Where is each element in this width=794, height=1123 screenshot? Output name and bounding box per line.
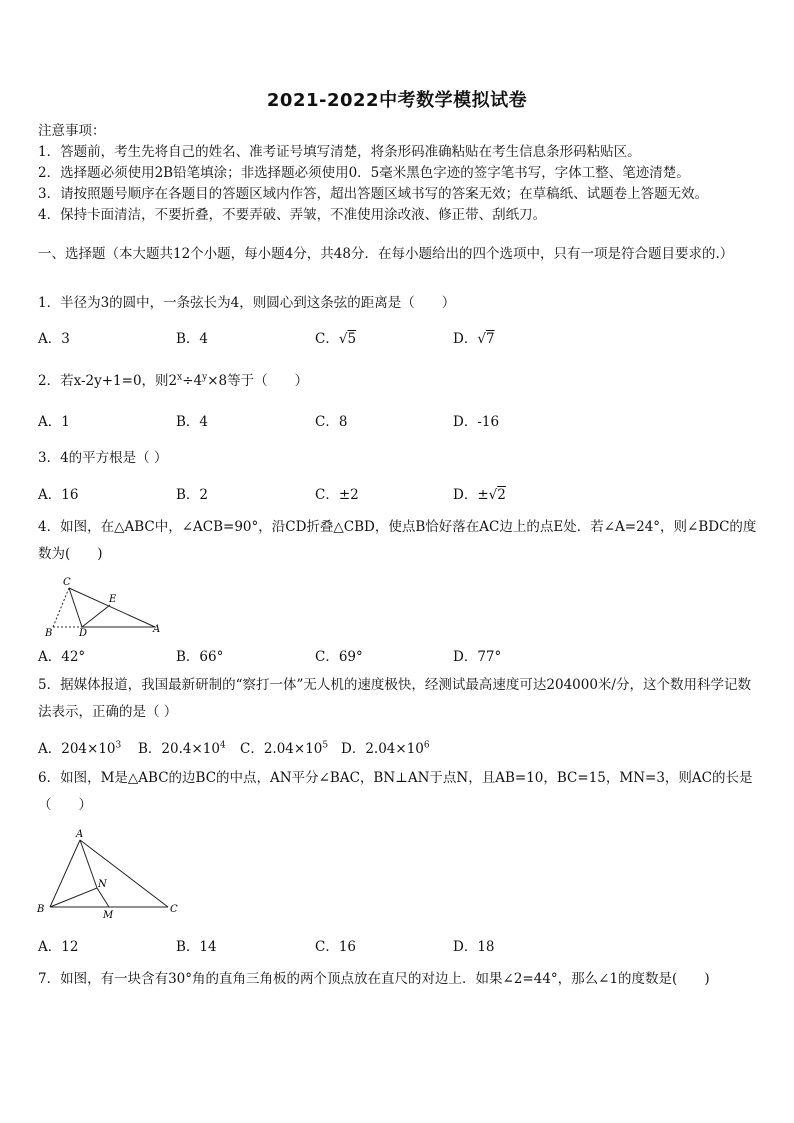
sqrt-symbol: √5 [338,331,357,347]
option-b: B．4 [176,331,209,347]
segment-ac [80,840,168,907]
notice-item: 1．答题前，考生先将自己的姓名、准考证号填写清楚，将条形码准确粘贴在考生信息条形码粘贴区。 [38,144,641,160]
option-a: A．12 [38,939,79,955]
option-a [38,737,121,757]
segment-cb [53,588,69,627]
notice-item: 2．选择题必须使用2B铅笔填涂；非选择题必须使用0．5毫米黑色字迹的签字笔书写，字体工整、笔迹清楚。 [38,165,690,181]
option-d: D．-16 [453,414,500,430]
option-d [453,327,495,347]
exponent: x [177,372,183,383]
option-d: D．77° [453,649,502,665]
stem-text: ×8等于（ ） [207,373,309,389]
option-b [138,737,226,757]
exponent: y [202,372,208,383]
option-prefix: D．± [453,487,489,503]
option-d: D．18 [453,939,495,955]
option-b: B．4 [176,414,209,430]
question-3-stem: 3．4的平方根是（ ） [38,450,168,466]
label-m: M [103,910,114,920]
question-4-options [38,645,758,665]
question-7-stem: 7．如图，有一块含有30°角的直角三角板的两个顶点放在直尺的对边上．如果∠2=44°，那么∠1的度数是( ) [38,971,710,987]
question-3-options [38,483,758,503]
option-text: D．2.04×10 [341,741,424,757]
label-a: A [153,624,161,635]
notice-item: 3．请按照题号顺序在各题目的答题区域内作答，超出答题区域书写的答案无效；在草稿纸、试题卷上答题无效。 [38,186,709,202]
label-c: C [170,904,178,915]
option-b: B．2 [176,487,209,503]
option-c: C．16 [315,939,357,955]
option-c: C．69° [315,649,363,665]
notice-heading: 注意事项： [38,123,106,139]
label-b: B [45,628,53,638]
section-heading: 一、选择题（本大题共12个小题，每小题4分，共48分．在每小题给出的四个选项中，只有一项是符合题目要求的.） [38,246,734,262]
notice-item: 4．保持卡面清洁，不要折叠，不要弄破、弄皱，不准使用涂改液、修正带、刮纸刀。 [38,207,547,223]
radicand: 7 [485,331,495,347]
segment-cd [69,588,82,627]
question-6-stem: 6．如图，M是△ABC的边BC的中点，AN平分∠BAC，BN⊥AN于点N，且AB=10，BC=15，MN=3，则AC的长是（ ） [38,770,753,813]
radicand: 5 [347,331,357,347]
question-5-options [38,737,758,757]
stem-text: 2．若x-2y+1=0，则2 [38,373,178,389]
page-title: 2021-2022中考数学模拟试卷 [266,90,528,111]
label-a: A [76,829,84,840]
option-b: B．66° [176,649,224,665]
exponent: 5 [322,740,329,751]
stem-text: ÷4 [182,373,203,389]
option-c [240,737,328,757]
label-n: N [98,879,107,890]
segment-de [82,605,110,627]
figure-q6-triangle [34,828,184,920]
sqrt-symbol: √2 [488,487,506,503]
exponent: 3 [115,740,122,751]
option-d [453,483,506,503]
option-d [341,737,430,757]
notice-block [38,121,758,226]
exponent: 4 [219,740,226,751]
sqrt-symbol: √7 [477,331,495,347]
option-a: A．3 [38,331,70,347]
figure-q4-triangle [42,574,168,638]
segment-an [80,840,97,888]
option-a: A．1 [38,414,70,430]
label-c: C [63,577,71,588]
option-text: C．2.04×10 [240,741,323,757]
option-a: A．16 [38,487,79,503]
question-4-stem: 4．如图，在△ABC中，∠ACB=90°，沿CD折叠△CBD，使点B恰好落在AC边上的点E处．若∠A=24°，则∠BDC的度数为( ) [38,519,757,562]
question-6-options [38,935,758,955]
option-b: B．14 [176,939,217,955]
option-text: B．20.4×10 [138,741,220,757]
label-d: D [79,628,88,638]
question-2-options [38,410,758,430]
label-e: E [109,594,117,605]
segment-nm [97,888,109,907]
option-c: C．8 [315,414,348,430]
radicand: 2 [497,487,506,503]
question-5-stem: 5．据媒体报道，我国最新研制的“察打一体”无人机的速度极快，经测试最高速度可达204000米/分，这个数用科学记数法表示，正确的是（ ） [38,677,751,720]
question-1-stem: 1．半径为3的圆中，一条弦长为4，则圆心到这条弦的距离是（ ） [38,295,456,311]
label-b: B [37,904,45,915]
question-2-stem [38,369,308,389]
option-c [315,327,356,347]
option-a: A．42° [38,649,86,665]
option-c: C．±2 [315,487,359,503]
option-prefix: D． [453,331,478,347]
exponent: 6 [423,740,430,751]
option-prefix: C． [315,331,339,347]
option-text: A．204×10 [38,741,116,757]
question-1-options [38,327,758,347]
